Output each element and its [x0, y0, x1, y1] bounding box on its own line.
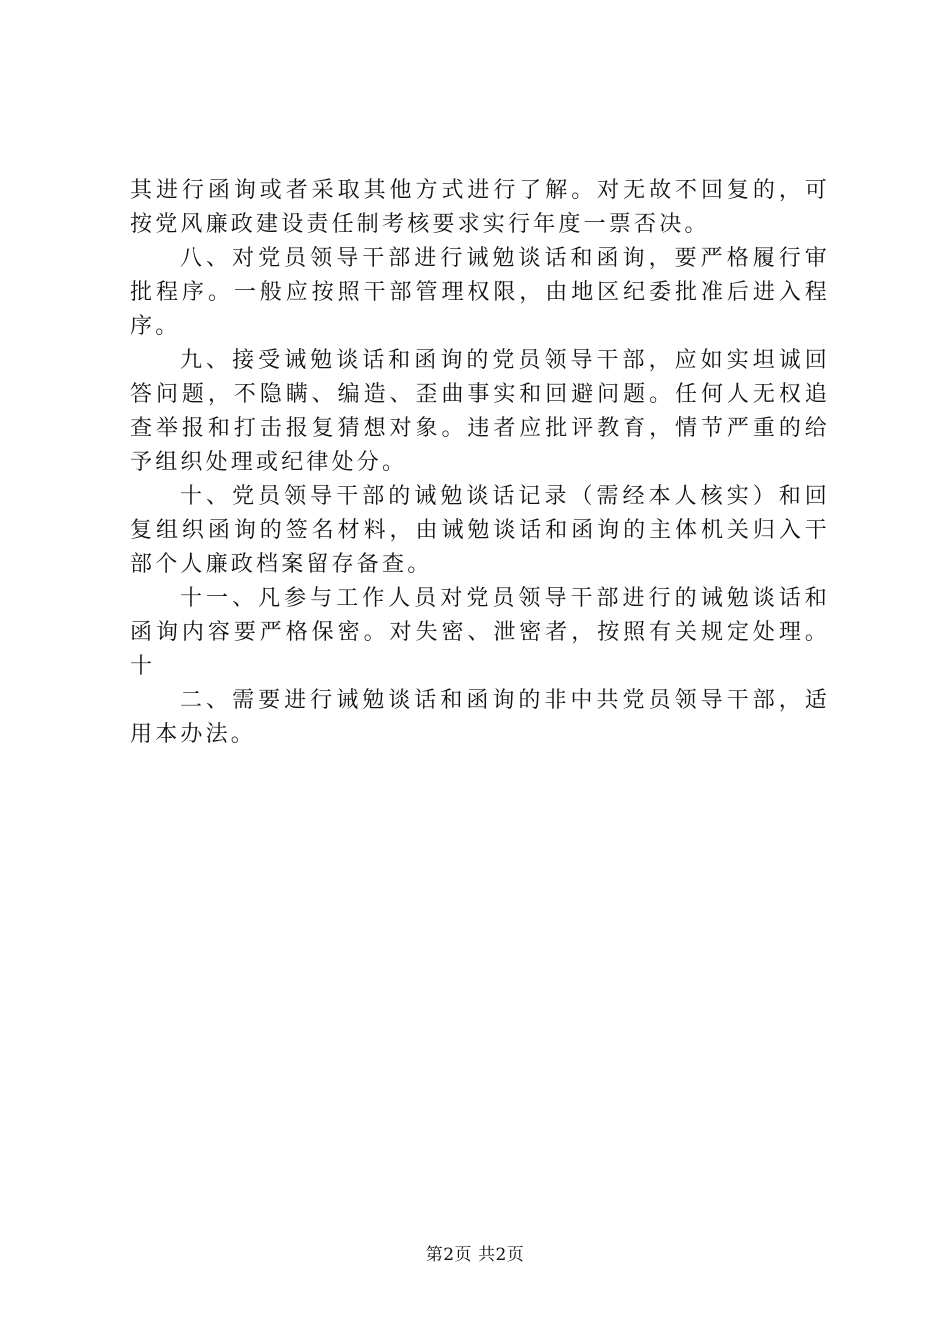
- paragraph-continuation: 其进行函询或者采取其他方式进行了解。对无故不回复的，可按党风廉政建设责任制考核要求实行年度一票否决。: [130, 178, 830, 237]
- paragraph-article-9: 九、接受诫勉谈话和函询的党员领导干部，应如实坦诚回答问题，不隐瞒、编造、歪曲事实和回避问题。任何人无权追查举报和打击报复猜想对象。违者应批评教育，情节严重的给予组织处理或纪律处分。: [130, 348, 830, 475]
- page-number-footer: 第2页 共2页: [425, 1245, 525, 1265]
- paragraph-article-8: 八、对党员领导干部进行诫勉谈话和函询，要严格履行审批程序。一般应按照干部管理权限，由地区纪委批准后进入程序。: [130, 246, 830, 339]
- paragraph-article-12: 二、需要进行诫勉谈话和函询的非中共党员领导干部，适用本办法。: [130, 688, 830, 747]
- document-body: [130, 174, 830, 752]
- paragraph-article-11: 十一、凡参与工作人员对党员领导干部进行的诫勉谈话和函询内容要严格保密。对失密、泄密者，按照有关规定处理。十: [130, 586, 830, 679]
- paragraph-article-10: 十、党员领导干部的诫勉谈话记录（需经本人核实）和回复组织函询的签名材料，由诫勉谈话和函询的主体机关归入干部个人廉政档案留存备查。: [130, 484, 830, 577]
